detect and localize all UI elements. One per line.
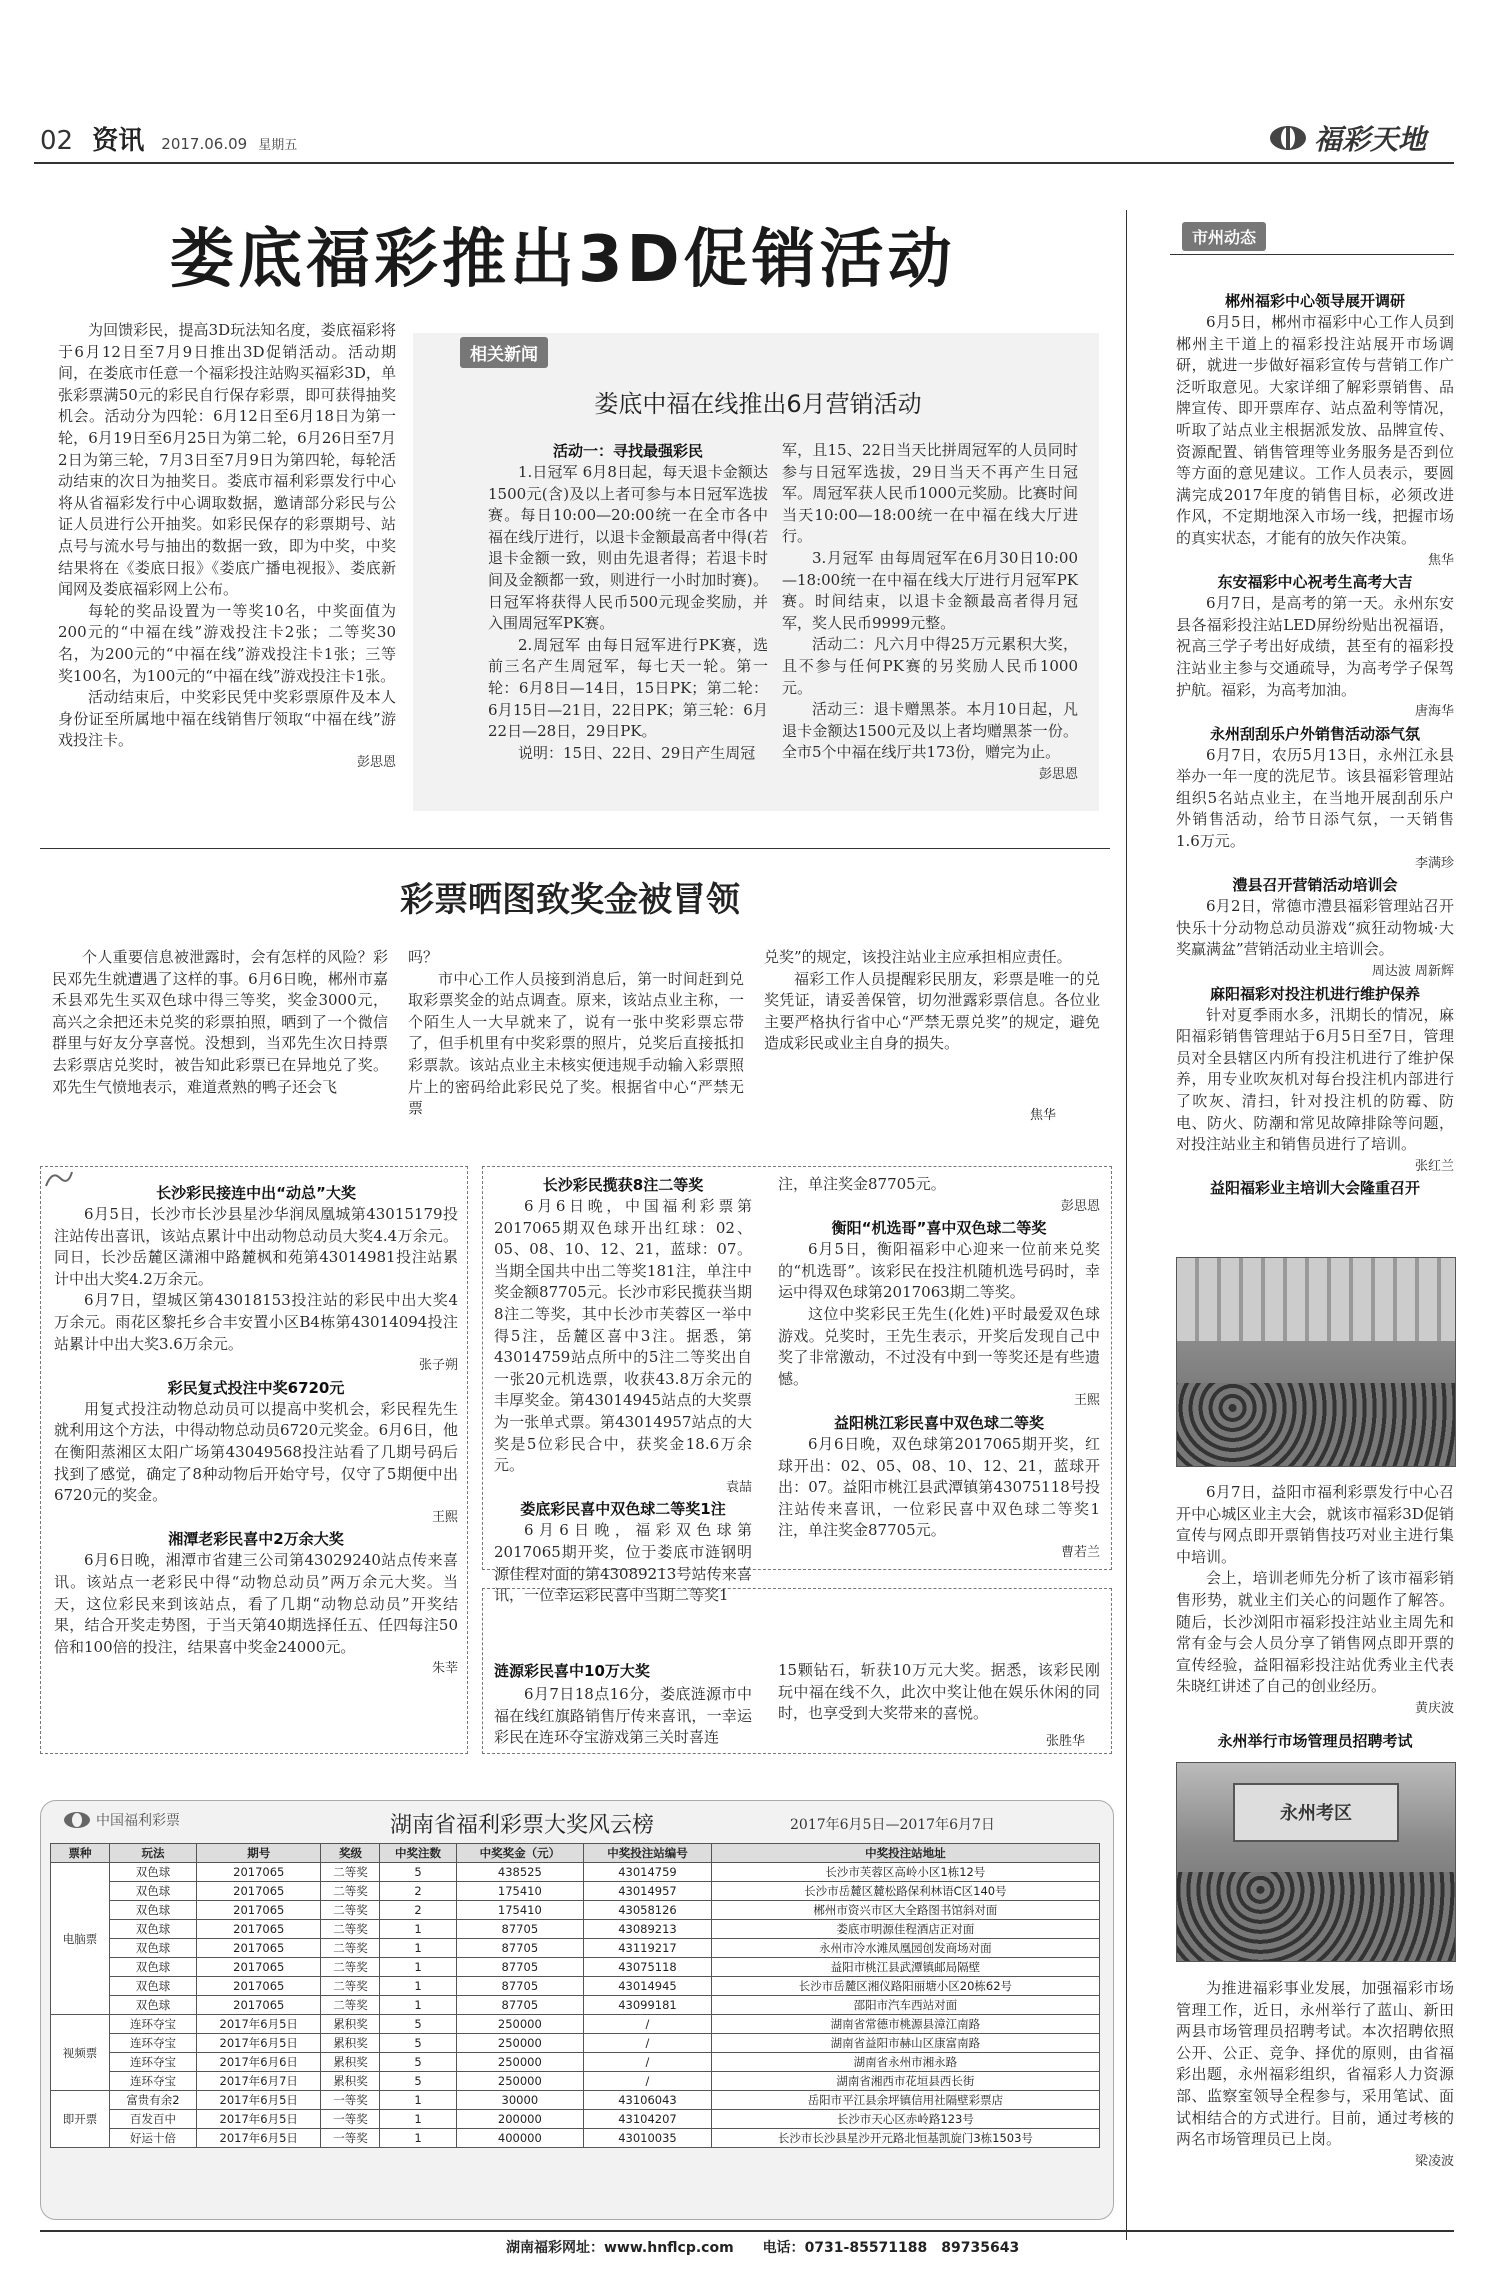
table-row [51,1977,1100,1996]
table-header-cell: 奖级 [321,1844,380,1863]
table-header-cell: 玩法 [109,1844,196,1863]
table-cell: 1 [380,2091,456,2110]
section-heading: 益阳桃江彩民喜中双色球二等奖 [833,1413,1044,1432]
table-cell: 长沙市长沙县星沙开元路北恒基凯旋门3栋1503号 [711,2129,1099,2148]
table-cell: 2017年6月5日 [197,2034,321,2053]
table-cell: 湖南省湘西市花垣县西长街 [711,2072,1099,2091]
paragraph: 为推进福彩事业发展，加强福彩市场管理工作，近日，永州举行了蓝山、新田两县市场管理员招聘考试。本次招聘依照公开、公正、竞争、择优的原则，由省福彩出题，永州福彩组织，省福彩人力资源部、监察室领导全程参与，采用笔试、面试相结合的方式进行。目前，通过考核的两名市场管理员已上岗。 [1176,1979,1454,2149]
section-heading: 长沙彩民接连中出“动总”大奖 [156,1184,356,1202]
paragraph: 6月5日，郴州市福彩中心工作人员到郴州主干道上的福彩投注站展开市场调研，就进一步做好福彩宣传与营销工作广泛听取意见。大家详细了解彩票销售、品牌宣传、即开票库存、站点盈利等情况，听取了站点业主根据派发放、品牌宣传、资源配置、销售管理等业务服务是否到位等方面的意见建议。工作人员表示，要圆满完成2017年度的销售目标，必须改进作风，不定期地深入市场一线，把握市场的真实状态，才能有的放矢作决策。 [1176,313,1454,547]
table-cell: 2017年6月5日 [197,2015,321,2034]
paragraph: 福彩工作人员提醒彩民朋友，彩票是唯一的兑奖凭证，请妥善保管，切勿泄露彩票信息。各位业主要严格执行省中心“严禁无票兑奖”的规定，避免造成彩民或业主自身的损失。 [764,969,1100,1053]
paragraph: 6月7日，益阳市福利彩票发行中心召开中心城区业主大会，就该市福彩3D促销宣传与网点即开票销售技巧对业主进行集中培训。 [1176,1483,1454,1566]
table-cell: 5 [380,2034,456,2053]
table-cell: 一等奖 [321,2091,380,2110]
table-cell: 双色球 [109,1901,196,1920]
paragraph: 1.日冠军 6月8日起，每天退卡金额达1500元(含)及以上者可参与本日冠军选拔赛。每日10:00—20:00统一在全市各中福在线厅进行，以退卡金额最高者中得(若退卡金额一致，则由先退者得；若退卡时间及金额都一致，则进行一小时加时赛)。日冠军将获得人民币500元现金奖励，并入围周冠军PK赛。 [488,463,768,633]
paragraph: 吗？ [408,948,439,966]
table-cell: 5 [380,2072,456,2091]
table-cell: 250000 [456,2053,584,2072]
sidebar-item-title: 东安福彩中心祝考生高考大吉 [1217,573,1413,592]
header-rule [34,162,1454,164]
lianyuan-title: 涟源彩民喜中10万大奖 [494,1662,650,1680]
table-cell: / [584,2015,712,2034]
section-heading: 彩民复式投注中奖6720元 [167,1378,345,1397]
table-cell: 连环夺宝 [109,2015,196,2034]
logo-text: 中国福利彩票 [96,1813,180,1829]
table-cell: 2017065 [197,1901,321,1920]
table-cell: 累积奖 [321,2034,380,2053]
table-cell: 好运十倍 [109,2129,196,2148]
paragraph: 每轮的奖品设置为一等奖10名，中奖面值为200元的“中福在线”游戏投注卡2张；二等奖30名，为200元的“中福在线”游戏投注卡1张；三等奖100名，为100元的“中福在线”游戏投注卡1张。 [58,601,396,685]
brand-logo [1268,118,1426,158]
table-cell: 湖南省益阳市赫山区康富南路 [711,2034,1099,2053]
footer-phone: 0731-85571188 89735643 [804,2240,1020,2256]
table-row [51,2129,1100,2148]
column-divider [1126,210,1127,2240]
brand-name: 福彩天地 [1314,123,1427,156]
story2-col3 [764,947,1100,1055]
paragraph: 2.周冠军 由每日冠军进行PK赛，选前三名产生周冠军，每七天一轮。第一轮：6月8日—14日，15日PK；第二轮：6月15日—21日，22日PK；第三轮：6月22日—28日，29日PK。 [488,635,768,741]
news-box-left-body [54,1182,458,1680]
paragraph: 6月7日18点16分，娄底涟源市中福在线红旗路销售厅传来喜讯，一幸运彩民在连环夺宝游戏第三关时喜连 [494,1685,752,1747]
paragraph: 6月2日，常德市澧县福彩管理站召开快乐十分动物总动员游戏“疯狂动物城·大奖赢满盆”营销活动业主培训会。 [1176,897,1454,959]
table-cell: 连环夺宝 [109,2053,196,2072]
table-cell: 二等奖 [321,1958,380,1977]
table-cell: 1 [380,1939,456,1958]
paragraph: 市中心工作人员接到消息后，第一时间赶到兑取彩票奖金的站点调查。原来，该站点业主称，一个陌生人一大早就来了，说有一张中奖彩票忘带了，但手机里有中奖彩票的照片，兑奖后直接抵扣彩票款。该站点业主未核实便违规手动输入彩票照片上的密码给此彩民兑了奖。根据省中心“严禁无票 [408,969,744,1118]
paragraph: 用复式投注动物总动员可以提高中奖机会，彩民程先生就利用这个方法，中得动物总动员6720元奖金。6月6日，他在衡阳蒸湘区太阳广场第43049568投注站看了几期号码后找到了感觉，确定了8种动物后开始守号，仅守了5期便中出6720元的奖金。 [54,1399,458,1505]
table-cell: 2017年6月6日 [197,2053,321,2072]
sidebar-tag: 市州动态 [1182,222,1266,251]
table-cell: 43099181 [584,1996,712,2015]
table-cell: 43014957 [584,1882,712,1901]
page-number: 02 [40,126,74,156]
paragraph: 注，单注奖金87705元。 [778,1175,946,1193]
paragraph: 活动三：退卡赠黑茶。本月10日起，凡退卡金额达1500元及以上者均赠黑茶一份。全市5个中福在线厅共173份，赠完为止。 [782,700,1078,762]
table-cell: 43014759 [584,1863,712,1882]
table-cell: 2017065 [197,1920,321,1939]
table-cell: 5 [380,2053,456,2072]
table-cell: 双色球 [109,1939,196,1958]
paragraph: 针对夏季雨水多，汛期长的情况，麻阳福彩销售管理站于6月5日至7日，管理员对全县辖区内所有投注机进行了维护保养，用专业吹灰机对每台投注机内部进行了吹灰、清扫，针对投注机的防霉、防电、防火、防潮和常见故障排除等问题，对投注站业主和销售员进行了培训。 [1176,1005,1454,1154]
table-cell: 2 [380,1901,456,1920]
section-heading: 衡阳“机选哥”喜中双色球二等奖 [831,1219,1047,1238]
main-story-body [58,320,396,773]
sidebar-item-title: 永州刮刮乐户外销售活动添气氛 [1209,724,1420,743]
exam-banner: 永州考区 [1233,1783,1400,1842]
table-row [51,1996,1100,2015]
table-cell: 长沙市芙蓉区高岭小区1栋12号 [711,1863,1099,1882]
sidebar-item-title: 澧县召开营销活动培训会 [1232,876,1398,895]
table-header-cell: 中奖奖金（元） [456,1844,584,1863]
table-cell: 2017065 [197,1882,321,1901]
byline: 李满珍 [1414,855,1454,871]
table-cell: 郴州市资兴市区大全路图书馆斜对面 [711,1901,1099,1920]
table-row [51,1901,1100,1920]
table-cell: 43104207 [584,2110,712,2129]
table-cell: 5 [380,2015,456,2034]
table-header-row [51,1844,1100,1863]
paragraph: 6月6日晚，福彩双色球第2017065期开奖，位于娄底市涟钢明源佳程对面的第43089213号站传来喜讯，一位幸运彩民喜中当期二等奖1 [494,1521,752,1605]
paragraph: 会上，培训老师先分析了该市福彩销售形势，就业主们关心的问题作了解答。随后，长沙浏阳市福彩投注站业主周先和常有金与会人员分享了销售网点即开票的宣传经验，益阳福彩投注站优秀业主代表朱晓红讲述了自己的创业经历。 [1176,1569,1454,1696]
table-cell: 双色球 [109,1977,196,1996]
table-cell: 2017065 [197,1977,321,1996]
section-heading: 湘潭老彩民喜中2万余大奖 [168,1530,344,1549]
table-cell: 2017年6月5日 [197,2129,321,2148]
byline: 焦华 [1427,552,1454,568]
paragraph: 这位中奖彩民王先生(化姓)平时最爱双色球游戏。兑奖时，王先生表示，开奖后发现自己中奖了非常激动，不过没有中到一等奖还是有些遗憾。 [778,1304,1100,1388]
footer-rule [40,2230,1454,2232]
table-cell: 二等奖 [321,1939,380,1958]
table-cell: 双色球 [109,1996,196,2015]
table-cell: 2017年6月5日 [197,2091,321,2110]
table-cell: 二等奖 [321,1977,380,1996]
table-cell: 1 [380,1920,456,1939]
table-cell: / [584,2072,712,2091]
section-rule [40,848,1110,849]
paragraph: 活动二：凡六月中得25万元累积大奖，且不参与任何PK赛的另奖励人民币1000元。 [782,635,1078,697]
table-cell: 1 [380,1977,456,1996]
lianyuan-col2 [778,1660,1100,1725]
lianyuan-col1 [494,1684,752,1749]
table-cell: 2017年6月7日 [197,2072,321,2091]
table-cell: 250000 [456,2072,584,2091]
footer [506,2237,1019,2257]
byline: 彭思恩 [1060,1198,1100,1214]
byline: 彭思恩 [356,754,396,770]
paragraph: 6月6日晚，中国福利彩票第2017065期双色球开出红球：02、05、08、10、12、21，蓝球：07。当期全国共中出二等奖181注，单注中奖金额87705元。长沙市彩民揽获当期8注二等奖，其中长沙市芙蓉区一举中得5注，岳麓区喜中3注。据悉，第43014759站点所中的5注二等奖出自一张20元机选票，收获43.8万余元的丰厚奖金。第43014945站点的大奖票为一张单式票。第43014957站点的大奖是5位彩民合中，获奖金18.6万余元。 [494,1197,752,1475]
table-row [51,1920,1100,1939]
paragraph: 15颗钻石，斩获10万元大奖。据悉，该彩民刚玩中福在线不久，此次中奖让他在娱乐休闲的同时，也享受到大奖带来的喜悦。 [778,1661,1100,1723]
byline: 朱莘 [431,1661,458,1677]
paragraph: 为回馈彩民，提高3D玩法知名度，娄底福彩将于6月12日至7月9日推出3D促销活动。活动期间，在娄底市任意一个福彩投注站购买福彩3D，单张彩票满50元的彩民自行保存彩票，即可获得抽奖机会。活动分为四轮：6月12日至6月18日为第一轮，6月19日至6月25日为第二轮，6月26日至7月2日为第三轮，7月3日至7月9日为第四轮，每轮活动结束的次日为抽奖日。娄底市福利彩票发行中心将从省福彩发行中心调取数据，邀请部分彩民与公证人员进行公开抽奖。如彩民保存的彩票期号、站点号与流水号与抽出的数据一致，即为中奖，中奖结果将在《娄底日报》《娄底广播电视报》、娄底新闻网及娄底福彩网上公布。 [58,321,396,599]
table-cell: 2 [380,1882,456,1901]
byline: 曹若兰 [1060,1544,1100,1560]
table-cell: 连环夺宝 [109,2034,196,2053]
byline: 周达波 周新辉 [1371,964,1454,980]
section-heading: 娄底彩民喜中双色球二等奖1注 [520,1500,726,1519]
table-cell: 1 [380,1958,456,1977]
byline: 梁凌波 [1414,2153,1454,2169]
table-cell: 娄底市明源佳程酒店正对面 [711,1920,1099,1939]
table-cell: 双色球 [109,1863,196,1882]
section-heading: 活动一：寻找最强彩民 [552,442,703,460]
paragraph: 3.月冠军 由每周冠军在6月30日10:00—18:00统一在中福在线大厅进行月冠军PK赛。时间结束，以退卡金额最高者得月冠军，奖人民币9999元整。 [782,548,1078,632]
table-cell: 5 [380,1863,456,1882]
table-cell: 43119217 [584,1939,712,1958]
table-cell: 43089213 [584,1920,712,1939]
table-row [51,2091,1100,2110]
paragraph: 说明：15日、22日、29日产生周冠 [518,743,756,762]
paragraph: 兑奖”的规定，该投注站业主应承担相应责任。 [764,948,1072,966]
news-box-right-col2 [778,1174,1100,1564]
paragraph: 活动结束后，中奖彩民凭中奖彩票原件及本人身份证至所属地中福在线销售厅领取“中福在线”游戏投注卡。 [58,688,396,750]
table-cell: 43106043 [584,2091,712,2110]
sidebar-rule [1170,254,1454,255]
table-cell: 一等奖 [321,2129,380,2148]
table-header-cell: 中奖投注站地址 [711,1844,1099,1863]
brand-emblem-icon [1268,123,1308,153]
table-cell: 200000 [456,2110,584,2129]
paragraph: 6月6日晚，双色球第2017065期开奖，红球开出：02、05、08、10、12、21，蓝球开出：07。益阳市桃江县武潭镇第43075118号投注站传来喜讯，一位彩民喜中双色球二等奖1注，单注奖金87705元。 [778,1434,1100,1540]
ranking-table [50,1843,1100,2148]
issue-date: 2017.06.09 [161,135,248,153]
welfare-lottery-logo [62,1810,180,1830]
table-cell: 43010035 [584,2129,712,2148]
table-header-cell: 票种 [51,1844,110,1863]
table-cell: 富贵有余2 [109,2091,196,2110]
main-headline: 娄底福彩推出3D促销活动 [170,223,956,297]
table-cell: 175410 [456,1901,584,1920]
table-row [51,2072,1100,2091]
yiyang-meeting-photo [1176,1257,1456,1467]
table-cell: 43014945 [584,1977,712,1996]
table-cell: 二等奖 [321,1920,380,1939]
table-cell: 双色球 [109,1882,196,1901]
section-heading: 长沙彩民揽获8注二等奖 [542,1176,704,1194]
table-cell: 1 [380,1996,456,2015]
paragraph: 个人重要信息被泄露时，会有怎样的风险？彩民邓先生就遭遇了这样的事。6月6日晚，郴州市嘉禾县邓先生买双色球中得三等奖，奖金3000元，高兴之余把还未兑奖的彩票拍照，晒到了一个微信群里与好友分享喜悦。没想到，当邓先生次日持票去彩票店兑奖时，被告知此彩票已在异地兑了奖。邓先生气愤地表示，难道煮熟的鸭子还会飞 [52,948,388,1096]
table-cell: 湖南省永州市湘永路 [711,2053,1099,2072]
table-row [51,2053,1100,2072]
table-header-cell: 中奖注数 [380,1844,456,1863]
table-row [51,1958,1100,1977]
table-cell: / [584,2034,712,2053]
table-cell: 2017065 [197,1939,321,1958]
table-cell: 87705 [456,1920,584,1939]
yongzhou-title: 永州举行市场管理员招聘考试 [1217,1732,1413,1750]
table-cell: 87705 [456,1958,584,1977]
table-cell: 双色球 [109,1920,196,1939]
table-cell: 长沙市岳麓区麓松路保利林语C区140号 [711,1882,1099,1901]
table-cell: 2017065 [197,1863,321,1882]
table-cell: 邵阳市汽车西站对面 [711,1996,1099,2015]
related-news-tag: 相关新闻 [460,337,548,368]
story2-col1 [52,947,388,1098]
table-cell: 250000 [456,2015,584,2034]
byline: 张子朔 [418,1358,458,1374]
paragraph: 6月5日，长沙市长沙县星沙华润凤凰城第43015179投注站传出喜讯，该站点累计中出动物总动员大奖4.4万余元。同日，长沙岳麓区潇湘中路麓枫和苑第43014981投注站累计中出大奖4.2万余元。 [54,1205,458,1288]
paragraph: 军，且15、22日当天比拼周冠军的人员同时参与日冠军选拔，29日当天不再产生日冠军。周冠军获人民币1000元奖励。比赛时间当天10:00—18:00统一在中福在线大厅进行。 [782,441,1078,546]
byline: 王熙 [431,1509,458,1525]
byline: 王熙 [1073,1393,1100,1409]
table-cell: 400000 [456,2129,584,2148]
related-news-col1 [488,440,768,764]
table-header-cell: 中奖投注站编号 [584,1844,712,1863]
paragraph: 6月7日，农历5月13日，永州江永县举办一年一度的洗尼节。该县福彩管理站组织5名站点业主，在当地开展刮刮乐户外销售活动，给节日添气氛，一天销售1.6万元。 [1176,745,1454,851]
table-cell: 43075118 [584,1958,712,1977]
table-cell: 二等奖 [321,1882,380,1901]
ticket-type-cell: 视频票 [51,2015,110,2091]
footer-site-link[interactable]: www.hnflcp.com [604,2240,734,2256]
table-cell: 湖南省常德市桃源县漳江南路 [711,2015,1099,2034]
table-cell: 二等奖 [321,1863,380,1882]
table-cell: 二等奖 [321,1901,380,1920]
table-cell: 175410 [456,1882,584,1901]
table-cell: 长沙市岳麓区湘仪路阳丽塘小区20栋62号 [711,1977,1099,1996]
table-cell: / [584,2053,712,2072]
table-row [51,1863,1100,1882]
sidebar-item-title: 郴州福彩中心领导展开调研 [1224,292,1405,310]
table-cell: 益阳市桃江县武潭镇邮局隔壁 [711,1958,1099,1977]
table-cell: 87705 [456,1977,584,1996]
table-cell: 累积奖 [321,2053,380,2072]
table-cell: 87705 [456,1939,584,1958]
table-header-cell: 期号 [197,1844,321,1863]
table-row [51,2015,1100,2034]
table-cell: 累积奖 [321,2072,380,2091]
ranking-table-wrap [50,1843,1100,2148]
table-cell: 累积奖 [321,2015,380,2034]
yongzhou-exam-photo [1176,1762,1456,1962]
sidebar-item-title: 益阳福彩业主培训大会隆重召开 [1209,1179,1420,1198]
yiyang-story [1176,1482,1454,1720]
story2-col2 [408,947,744,1120]
page-header [40,120,297,157]
yongzhou-story [1176,1978,1454,2172]
table-cell: 87705 [456,1996,584,2015]
byline: 张胜华 [1046,1734,1086,1749]
table-cell: 永州市冷水滩凤凰园创发商场对面 [711,1939,1099,1958]
paragraph: 6月7日，望城区第43018153投注站的彩民中出大奖4万余元。雨花区黎托乡合丰安置小区B4栋第43014094投注站累计中出大奖3.6万余元。 [54,1291,458,1353]
byline: 彭思恩 [1038,766,1078,782]
ticket-type-cell: 电脑票 [51,1863,110,2015]
story2-headline: 彩票晒图致奖金被冒领 [400,880,740,920]
table-cell: 43058126 [584,1901,712,1920]
issue-weekday: 星期五 [258,138,298,153]
table-cell: 2017年6月5日 [197,2110,321,2129]
table-cell: 双色球 [109,1958,196,1977]
table-cell: 长沙市天心区赤岭路123号 [711,2110,1099,2129]
ranking-date-range: 2017年6月5日—2017年6月7日 [790,1817,995,1833]
byline: 袁喆 [725,1479,752,1495]
footer-phone-label: 电话： [762,2240,805,2256]
table-cell: 2017065 [197,1996,321,2015]
paragraph: 6月7日，是高考的第一天。永州东安县各福彩投注站LED屏纷纷贴出祝福语，祝高三学子考出好成绩，甚至有的福彩投注站业主参与交通疏导，为高考学子保驾护航。福彩，为高考加油。 [1176,594,1454,699]
related-news-title: 娄底中福在线推出6月营销活动 [594,390,922,418]
table-row [51,2034,1100,2053]
table-cell: 1 [380,2110,456,2129]
table-cell: 250000 [456,2034,584,2053]
ranking-title: 湖南省福利彩票大奖风云榜 [390,1813,655,1838]
table-cell: 438525 [456,1863,584,1882]
welfare-emblem-icon [62,1810,92,1830]
byline: 黄庆波 [1414,1700,1454,1716]
byline: 唐海华 [1414,704,1454,720]
sidebar-items [1176,290,1454,1199]
news-box-right-col1 [494,1174,752,1607]
ticket-type-cell: 即开票 [51,2091,110,2148]
table-cell: 岳阳市平江县余坪镇信用社隔壁彩票店 [711,2091,1099,2110]
table-row [51,1939,1100,1958]
footer-site-label: 湖南福彩网址： [506,2240,604,2256]
paragraph: 6月5日，衡阳福彩中心迎来一位前来兑奖的“机选哥”。该彩民在投注机随机选号码时，幸运中得双色球第2017063期二等奖。 [778,1240,1100,1302]
table-cell: 一等奖 [321,2110,380,2129]
table-row [51,1882,1100,1901]
table-cell: 百发百中 [109,2110,196,2129]
table-cell: 30000 [456,2091,584,2110]
byline: 张红兰 [1414,1158,1454,1174]
section-name: 资讯 [92,126,145,156]
table-row [51,2110,1100,2129]
byline: 焦华 [1030,1108,1057,1123]
table-cell: 二等奖 [321,1996,380,2015]
paragraph: 6月6日晚，湘潭市省建三公司第43029240站点传来喜讯。该站点一老彩民中得“动物总动员”两万余元大奖。当天，这位彩民来到该站点，看了几期“动物总动员”开奖结果，结合开奖走势图，于当天第40期选择任五、任四每注50倍和100倍的投注，结果喜中奖金24000元。 [54,1551,458,1656]
table-cell: 连环夺宝 [109,2072,196,2091]
table-cell: 2017065 [197,1958,321,1977]
table-cell: 1 [380,2129,456,2148]
related-news-col2 [782,440,1078,786]
sidebar-item-title: 麻阳福彩对投注机进行维护保养 [1209,984,1420,1003]
